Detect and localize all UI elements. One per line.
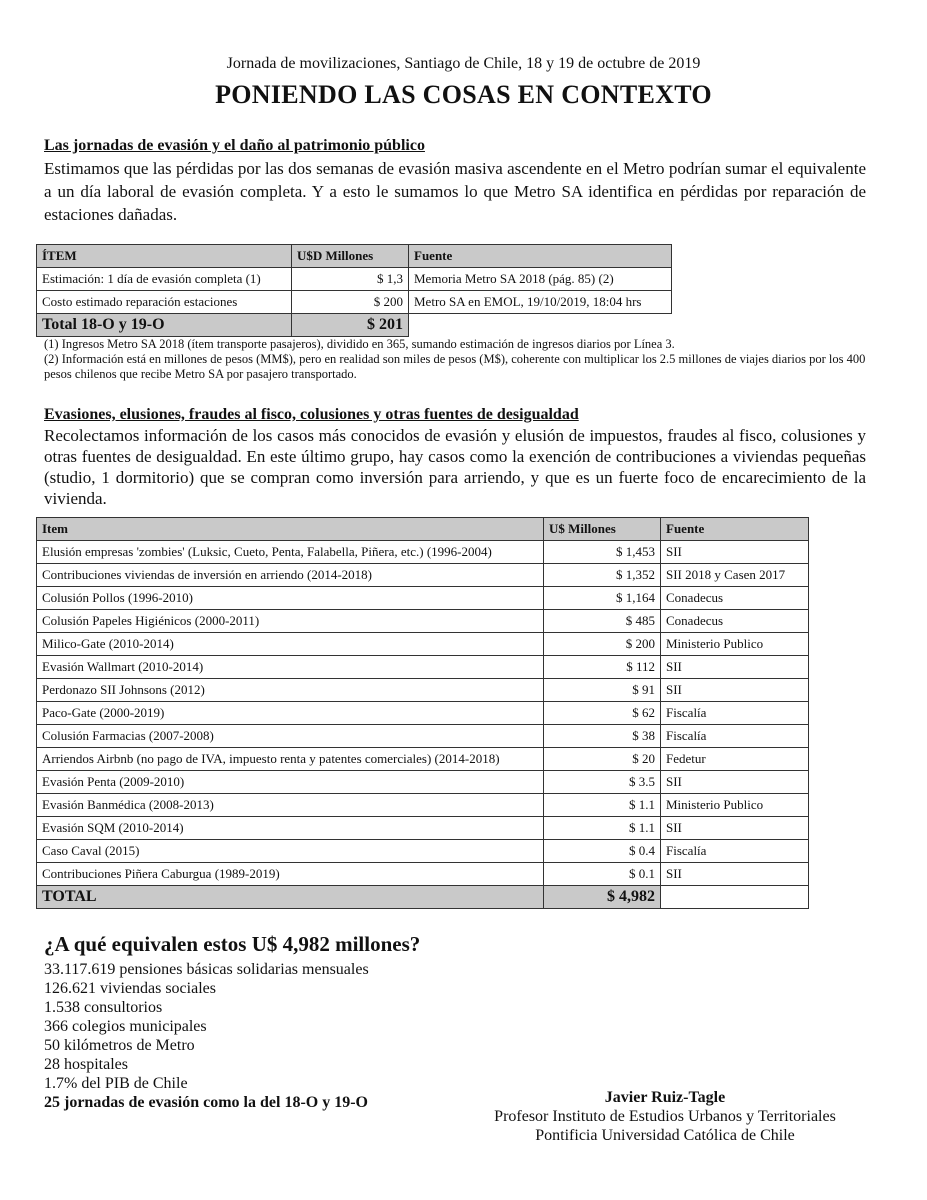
row-amount: $ 0.4 (544, 840, 661, 863)
total-blank (409, 314, 672, 337)
equivalence-item: 126.621 viviendas sociales (44, 980, 216, 997)
table-row (37, 268, 672, 291)
table-row (37, 291, 672, 314)
row-item: Arriendos Airbnb (no pago de IVA, impuesto renta y patentes comerciales) (2014-2018) (37, 748, 544, 771)
row-amount: $ 3.5 (544, 771, 661, 794)
row-item: Colusión Papeles Higiénicos (2000-2011) (37, 610, 544, 633)
row-amount: $ 20 (544, 748, 661, 771)
equivalence-item: 366 colegios municipales (44, 1018, 207, 1035)
table-row (37, 702, 809, 725)
col-source: Fuente (661, 518, 809, 541)
equivalence-item: 1.538 consultorios (44, 999, 163, 1016)
section2-paragraph: Recolectamos información de los casos más conocidos de evasión y elusión de impuestos, fraudes al fisco, colusiones y otras fuentes de desigualdad. En este último grupo, hay casos como la exención de contribuciones a viviendas pequeñas (studio, 1 dormitorio) que se compran como inversión para arriendo, y que es un fuerte foco de encarecimiento de la vivienda. (44, 426, 866, 508)
row-source: Conadecus (661, 610, 809, 633)
equivalence-item: 1.7% del PIB de Chile (44, 1075, 188, 1092)
total-value: $ 201 (292, 314, 409, 337)
row-amount: $ 1,3 (292, 268, 409, 291)
equivalence-list (44, 960, 369, 1112)
row-item: Elusión empresas 'zombies' (Luksic, Cueto, Penta, Falabella, Piñera, etc.) (1996-2004) (37, 541, 544, 564)
row-amount: $ 485 (544, 610, 661, 633)
row-amount: $ 1.1 (544, 817, 661, 840)
author-institution: Pontificia Universidad Católica de Chile (535, 1127, 795, 1144)
row-item: Costo estimado reparación estaciones (37, 291, 292, 314)
footnote-2: (2) Información está en millones de pesos (MM$), pero en realidad son miles de pesos (M$), coherente con multiplicar los 2.5 millones de viajes diarios por los 400 pesos chilenos que recibe Metro SA por pasajero transportado. (44, 352, 866, 381)
table-row (37, 541, 809, 564)
total-row (37, 314, 672, 337)
table-row (37, 679, 809, 702)
row-item: Milico-Gate (2010-2014) (37, 633, 544, 656)
row-item: Perdonazo SII Johnsons (2012) (37, 679, 544, 702)
row-amount: $ 112 (544, 656, 661, 679)
inequality-table (36, 517, 809, 909)
row-item: Evasión Banmédica (2008-2013) (37, 794, 544, 817)
table-body (37, 541, 809, 886)
row-source: Conadecus (661, 587, 809, 610)
footnote-1: (1) Ingresos Metro SA 2018 (ítem transporte pasajeros), dividido en 365, sumando estimación de ingresos diarios por Línea 3. (44, 337, 675, 351)
row-amount: $ 1,164 (544, 587, 661, 610)
footnotes (44, 337, 874, 382)
row-source: Fiscalía (661, 725, 809, 748)
table-row (37, 725, 809, 748)
row-item: Contribuciones Piñera Caburgua (1989-2019) (37, 863, 544, 886)
equivalence-item: 33.117.619 pensiones básicas solidarias mensuales (44, 961, 369, 978)
total-label: TOTAL (37, 886, 544, 909)
row-item: Caso Caval (2015) (37, 840, 544, 863)
document-subtitle: Jornada de movilizaciones, Santiago de Chile, 18 y 19 de octubre de 2019 (226, 55, 701, 72)
table-row (37, 656, 809, 679)
row-source: SII (661, 679, 809, 702)
row-item: Evasión Penta (2009-2010) (37, 771, 544, 794)
table-row (37, 587, 809, 610)
table-row (37, 771, 809, 794)
table-row (37, 840, 809, 863)
equivalence-item: 28 hospitales (44, 1056, 128, 1073)
row-item: Colusión Pollos (1996-2010) (37, 587, 544, 610)
row-amount: $ 1,352 (544, 564, 661, 587)
section2-heading: Evasiones, elusiones, fraudes al fisco, colusiones y otras fuentes de desigualdad (44, 406, 579, 423)
row-amount: $ 91 (544, 679, 661, 702)
equivalence-item: 50 kilómetros de Metro (44, 1037, 195, 1054)
row-source: Fiscalía (661, 840, 809, 863)
table-row (37, 748, 809, 771)
table-row (37, 863, 809, 886)
row-amount: $ 62 (544, 702, 661, 725)
total-value: $ 4,982 (544, 886, 661, 909)
row-amount: $ 0.1 (544, 863, 661, 886)
col-amount: U$D Millones (292, 245, 409, 268)
row-source: SII (661, 656, 809, 679)
row-source: SII (661, 863, 809, 886)
table-row (37, 564, 809, 587)
table-row (37, 794, 809, 817)
row-amount: $ 200 (544, 633, 661, 656)
total-row (37, 886, 809, 909)
row-item: Evasión SQM (2010-2014) (37, 817, 544, 840)
table-header-row (37, 518, 809, 541)
total-label: Total 18-O y 19-O (37, 314, 292, 337)
row-source: SII (661, 771, 809, 794)
signature-block (470, 1088, 860, 1145)
col-item: ÍTEM (37, 245, 292, 268)
row-source: Fiscalía (661, 702, 809, 725)
row-item: Colusión Farmacias (2007-2008) (37, 725, 544, 748)
table-header-row (37, 245, 672, 268)
section1-heading: Las jornadas de evasión y el daño al patrimonio público (44, 137, 425, 154)
row-source: Memoria Metro SA 2018 (pág. 85) (2) (409, 268, 672, 291)
equivalence-highlight: 25 jornadas de evasión como la del 18-O y 19-O (44, 1094, 368, 1111)
row-amount: $ 38 (544, 725, 661, 748)
row-source: Ministerio Publico (661, 794, 809, 817)
row-item: Paco-Gate (2000-2019) (37, 702, 544, 725)
row-item: Estimación: 1 día de evasión completa (1) (37, 268, 292, 291)
row-item: Contribuciones viviendas de inversión en arriendo (2014-2018) (37, 564, 544, 587)
row-amount: $ 1,453 (544, 541, 661, 564)
author-name: Javier Ruiz-Tagle (604, 1089, 726, 1106)
table-row (37, 633, 809, 656)
table-row (37, 610, 809, 633)
row-source: Fedetur (661, 748, 809, 771)
row-source: SII 2018 y Casen 2017 (661, 564, 809, 587)
table-row (37, 817, 809, 840)
metro-losses-table (36, 244, 672, 337)
col-amount: U$ Millones (544, 518, 661, 541)
row-source: Ministerio Publico (661, 633, 809, 656)
author-title: Profesor Instituto de Estudios Urbanos y Territoriales (494, 1108, 836, 1125)
row-source: SII (661, 817, 809, 840)
row-source: Metro SA en EMOL, 19/10/2019, 18:04 hrs (409, 291, 672, 314)
document-title: PONIENDO LAS COSAS EN CONTEXTO (215, 80, 712, 109)
row-item: Evasión Wallmart (2010-2014) (37, 656, 544, 679)
equivalence-question: ¿A qué equivalen estos U$ 4,982 millones? (44, 932, 421, 956)
total-blank (661, 886, 809, 909)
row-amount: $ 1.1 (544, 794, 661, 817)
col-source: Fuente (409, 245, 672, 268)
col-item: Item (37, 518, 544, 541)
row-source: SII (661, 541, 809, 564)
section1-paragraph: Estimamos que las pérdidas por las dos semanas de evasión masiva ascendente en el Metro podrían sumar el equivalente a un día laboral de evasión completa. Y a esto le sumamos lo que Metro SA identifica en pérdidas por reparación de estaciones dañadas. (44, 159, 866, 224)
row-amount: $ 200 (292, 291, 409, 314)
